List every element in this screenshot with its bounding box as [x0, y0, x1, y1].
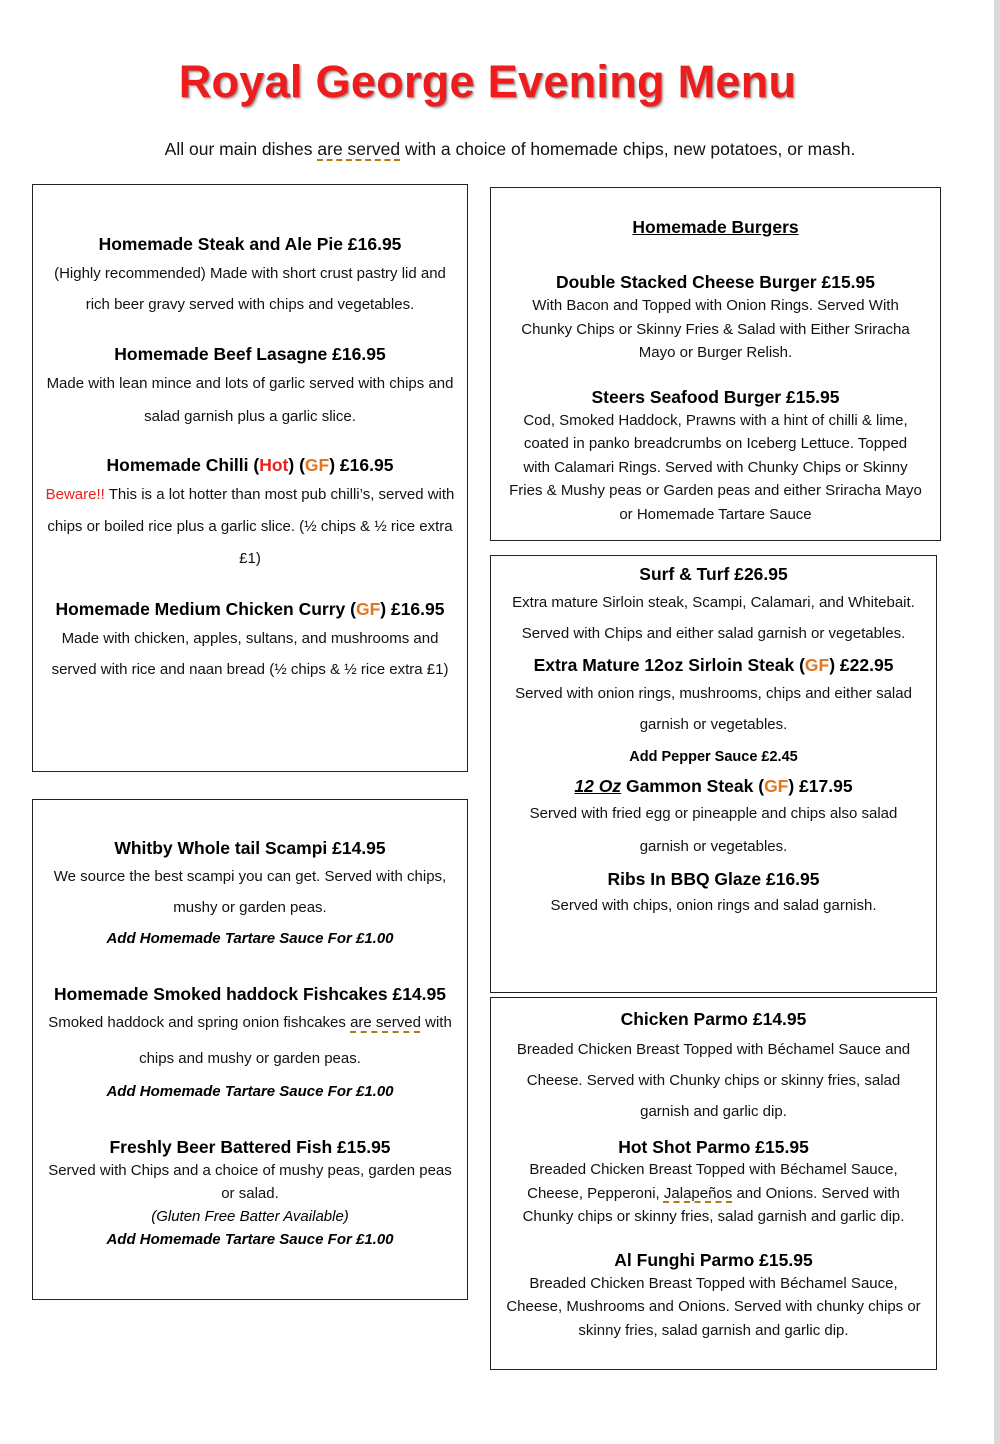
- chilli-name-b: ) (: [288, 455, 305, 475]
- funghi-parmo-desc: Breaded Chicken Breast Topped with Béchamel Sauce, Cheese, Mushrooms and Onions. Served with chunky chips or skinny fries, salad garnish and garlic dip.: [506, 1274, 921, 1339]
- gf-tag: GF: [355, 599, 381, 619]
- funghi-parmo-name: Al Funghi Parmo £15.95: [614, 1249, 813, 1270]
- fish-box: [32, 799, 468, 1300]
- chicken-parmo-desc: Breaded Chicken Breast Topped with Béchamel Sauce and Cheese. Served with Chunky chips or skinny fries, salad garnish and garlic dip.: [516, 1041, 911, 1120]
- gf-tag: GF: [804, 655, 830, 675]
- battered-fish-desc: Served with Chips and a choice of mushy peas, garden peas or salad.: [48, 1162, 452, 1202]
- curry-name: [45, 599, 455, 620]
- spellcheck-marked-text: Jalapeños: [663, 1184, 733, 1202]
- curry-name-b: ) £16.95: [380, 599, 445, 619]
- hotshot-desc-a: Breaded Chicken Breast Topped with Béchamel Sauce, Cheese, Pepperoni,: [527, 1161, 898, 1202]
- ribs-desc: Served with chips, onion rings and salad garnish.: [550, 897, 877, 914]
- chilli-desc: [45, 479, 455, 575]
- subtitle-text-end: with a choice of homemade chips, new potatoes, or mash.: [400, 139, 856, 159]
- seafood-burger-name: Steers Seafood Burger £15.95: [591, 386, 840, 407]
- curry-desc: Made with chicken, apples, sultans, and mushrooms and served with rice and naan bread (½ chips & ½ rice extra £1): [51, 630, 449, 678]
- surf-turf-desc: Extra mature Sirloin steak, Scampi, Calamari, and Whitebait. Served with Chips and either salad garnish or vegetables.: [512, 594, 915, 642]
- gammon-name: [503, 776, 924, 797]
- mains-box: [32, 184, 468, 772]
- curry-name-a: Homemade Medium Chicken Curry (: [55, 599, 356, 619]
- gf-tag: GF: [304, 455, 330, 475]
- scampi-desc: We source the best scampi you can get. Served with chips, mushy or garden peas.: [53, 868, 447, 916]
- subtitle-text: All our main dishes: [164, 139, 318, 159]
- lasagne-name: Homemade Beef Lasagne £16.95: [114, 344, 386, 364]
- parmo-box: [490, 997, 937, 1370]
- scampi-tartare-note: Add Homemade Tartare Sauce For £1.00: [106, 930, 394, 947]
- hot-tag: Hot: [259, 455, 289, 475]
- burgers-heading: Homemade Burgers: [632, 217, 799, 237]
- double-burger-name: Double Stacked Cheese Burger £15.95: [555, 272, 876, 292]
- steak-pie-desc: (Highly recommended) Made with short crust pastry lid and rich beer gravy served with chips and vegetables.: [54, 265, 446, 313]
- sirloin-name-a: Extra Mature 12oz Sirloin Steak (: [533, 655, 805, 675]
- menu-subtitle: [0, 139, 1000, 160]
- burgers-box: [490, 187, 941, 541]
- fishcakes-desc-a: Smoked haddock and spring onion fishcakes: [48, 1014, 351, 1031]
- seafood-burger-desc: Cod, Smoked Haddock, Prawns with a hint of chilli & lime, coated in panko breadcrumbs on Iceberg Lettuce. Topped with Calamari Rings. Served with Chunky Chips or Skinny Fries & Mushy peas or Garden peas and either Sriracha Mayo or Homemade Tartare Sauce: [509, 411, 922, 523]
- sirloin-desc: Served with onion rings, mushrooms, chips and either salad garnish or vegetables.: [515, 685, 912, 733]
- battered-fish-name: Freshly Beer Battered Fish £15.95: [109, 1137, 391, 1157]
- gf-tag: GF: [764, 776, 789, 796]
- fishcakes-name: Homemade Smoked haddock Fishcakes £14.95: [54, 984, 446, 1004]
- hotshot-parmo-desc: [501, 1158, 926, 1229]
- spellcheck-marked-text: are served: [317, 139, 401, 159]
- chilli-name-a: Homemade Chilli (: [106, 455, 260, 475]
- fishcakes-desc-b: with chips and mushy or garden peas.: [139, 1014, 452, 1067]
- chilli-name-c: ) £16.95: [329, 455, 394, 475]
- sirloin-name: [503, 655, 924, 676]
- fishcakes-tartare-note: Add Homemade Tartare Sauce For £1.00: [106, 1083, 394, 1100]
- gluten-free-note: (Gluten Free Batter Available): [151, 1208, 349, 1225]
- gammon-oz: 12 Oz: [574, 776, 622, 796]
- chilli-desc-text: This is a lot hotter than most pub chilli’s, served with chips or boiled rice plus a garlic slice. (½ chips & ½ rice extra £1): [47, 486, 455, 567]
- steak-pie-name: Homemade Steak and Ale Pie £16.95: [98, 234, 402, 254]
- sirloin-name-b: ) £22.95: [829, 655, 894, 675]
- ribs-name: Ribs In BBQ Glaze £16.95: [607, 869, 820, 889]
- grill-box: [490, 555, 937, 993]
- menu-title: Royal George Evening Menu: [178, 56, 797, 107]
- gammon-desc: Served with fried egg or pineapple and chips also salad garnish or vegetables.: [529, 805, 898, 855]
- chilli-name: [45, 455, 455, 476]
- chicken-parmo-name: Chicken Parmo £14.95: [620, 1009, 807, 1029]
- surf-turf-name: Surf & Turf £26.95: [639, 564, 788, 584]
- hotshot-desc-b: and Onions. Served with Chunky chips or skinny fries, salad garnish and garlic dip.: [522, 1184, 905, 1225]
- double-burger-desc: With Bacon and Topped with Onion Rings. Served With Chunky Chips or Skinny Fries & Salad with Either Sriracha Mayo or Burger Relish.: [521, 297, 910, 361]
- hotshot-parmo-name: Hot Shot Parmo £15.95: [618, 1137, 809, 1157]
- scampi-name: Whitby Whole tail Scampi £14.95: [114, 838, 386, 858]
- beware-warning: Beware!!: [45, 486, 105, 503]
- page-edge: [994, 0, 1000, 1444]
- pepper-sauce-addon: Add Pepper Sauce £2.45: [629, 749, 798, 765]
- gammon-name-a: Gammon Steak (: [621, 776, 765, 796]
- gammon-name-b: ) £17.95: [788, 776, 853, 796]
- battered-tartare-note: Add Homemade Tartare Sauce For £1.00: [106, 1231, 394, 1248]
- lasagne-desc: Made with lean mince and lots of garlic served with chips and salad garnish plus a garlic slice.: [46, 375, 454, 425]
- spellcheck-marked-text: are served: [350, 1014, 421, 1031]
- fishcakes-desc: [43, 1005, 457, 1077]
